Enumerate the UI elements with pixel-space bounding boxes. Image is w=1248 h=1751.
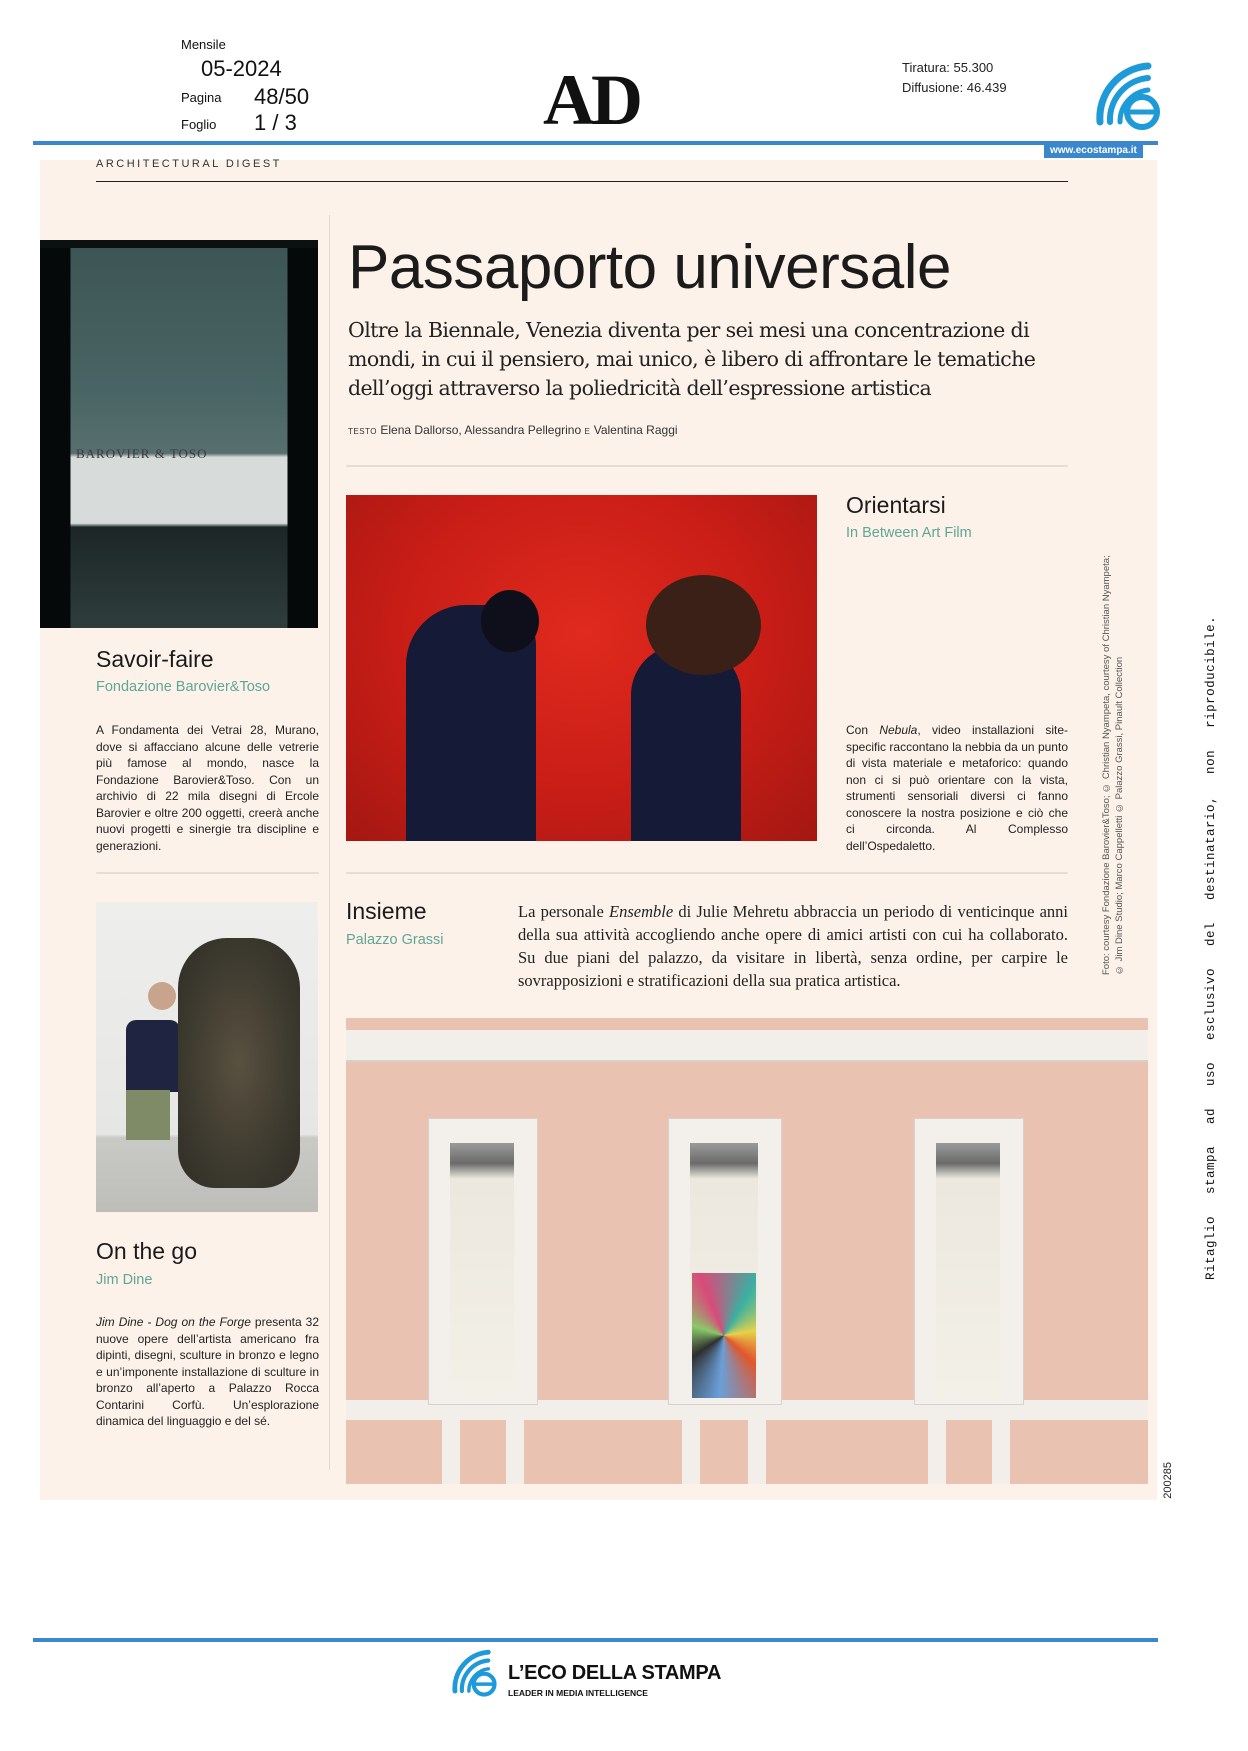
- eco-della-stampa-logo-icon: [448, 1648, 498, 1698]
- pilaster: [928, 1420, 946, 1484]
- page-value: 48/50: [254, 84, 310, 109]
- photo-credit: Foto: courtesy Fondazione Barovier&Toso; © Christian Nyampeta, courtesy of Christian Nyampeta; © Jim Dine Studio; Marco Cappelletti © Palazzo Grassi, Pinault Collection: [1101, 555, 1125, 975]
- section-subtitle-barovier: Fondazione Barovier&Toso: [96, 679, 271, 695]
- body-text: presenta 32 nuove opere dell’artista americano fra dipinti, disegni, sculture in bronzo e legno e un’imponente installazione di sculture in bronzo all’aperto a Palazzo Rocca Contarini Corfù. Un’esplorazione dinamica del linguaggio e del sé.: [96, 1315, 320, 1428]
- orientarsi-rule: [346, 872, 1068, 874]
- copyright-disclaimer: Ritaglio stampa ad uso esclusivo del destinatario, non riproducibile.: [1204, 615, 1218, 1280]
- jim-dine-photo: [96, 902, 318, 1212]
- barovier-photo: [40, 240, 318, 628]
- dancer-right: [631, 645, 741, 841]
- work-title-dog-on-the-forge: Jim Dine - Dog on the Forge: [96, 1315, 251, 1329]
- byline-prefix: TESTO: [348, 427, 378, 436]
- section-subtitle-palazzo-grassi: Palazzo Grassi: [346, 932, 444, 948]
- mehretu-painting: [692, 1273, 756, 1398]
- footer-divider: [33, 1638, 1158, 1642]
- body-text: La personale: [518, 902, 609, 921]
- section-body-orientarsi: [846, 722, 1068, 854]
- dancers-photo: [346, 495, 817, 841]
- work-title-nebula: Nebula: [879, 723, 918, 737]
- sheet-label: Foglio: [181, 117, 217, 132]
- section-title-insieme: Insieme: [346, 898, 427, 924]
- print-run: Tiratura: 55.300: [902, 60, 994, 75]
- byline-joiner: E: [584, 427, 591, 436]
- byline: [348, 423, 678, 437]
- article-title: Passaporto universale: [348, 233, 951, 302]
- issue-date: 05-2024: [201, 56, 282, 81]
- artist-head: [148, 982, 176, 1010]
- section-title-orientarsi: Orientarsi: [846, 492, 946, 518]
- distribution: Diffusione: 46.439: [902, 80, 1007, 95]
- header-divider: [33, 141, 1158, 145]
- section-body-on-the-go: [96, 1314, 319, 1430]
- section-body-savoir-faire: A Fondamenta dei Vetrai 28, Murano, dove si affacciano alcune delle vetrerie più famose al mondo, nasce la Fondazione Barovier&Toso. Con un archivio di 22 mila disegni di Ercole Barovier e oltre 200 oggetti, creerà anche nuovi progetti e sinergie tra discipline e generazioni.: [96, 723, 319, 853]
- column-divider: [329, 215, 330, 1470]
- section-title-on-the-go: On the go: [96, 1238, 198, 1264]
- page-label: Pagina: [181, 90, 222, 105]
- byline-authors: Elena Dallorso, Alessandra Pellegrino: [380, 423, 582, 437]
- cornice: [346, 1030, 1148, 1062]
- pilaster: [992, 1420, 1010, 1484]
- article-deck: Oltre la Biennale, Venezia diventa per sei mesi una concentrazione di mondi, in cui il pensiero, mai unico, è libero di affrontare le tematiche dell’oggi attraverso la poliedricità dell’espressione artistica: [348, 318, 1036, 400]
- dancer-left-head: [481, 590, 539, 652]
- sheet-value: 1 / 3: [254, 110, 297, 135]
- ad-masthead-logo: AD: [543, 60, 639, 140]
- section-title-savoir-faire: Savoir-faire: [96, 646, 214, 672]
- body-text: Con: [846, 723, 880, 737]
- section-subtitle-jim-dine: Jim Dine: [96, 1272, 153, 1288]
- dancer-right-hair: [646, 575, 761, 675]
- pilaster: [682, 1420, 700, 1484]
- pilaster: [506, 1420, 524, 1484]
- footer-tagline: LEADER IN MEDIA INTELLIGENCE: [508, 1688, 648, 1698]
- window-right-interior: [936, 1143, 1000, 1398]
- savoir-faire-rule: [96, 872, 319, 874]
- pilaster: [442, 1420, 460, 1484]
- artist-sweater: [126, 1020, 180, 1092]
- pilaster: [748, 1420, 766, 1484]
- clip-code: 200285: [1162, 1462, 1174, 1499]
- section-subtitle-in-between: In Between Art Film: [846, 525, 972, 541]
- byline-authors-last: Valentina Raggi: [593, 423, 678, 437]
- palazzo-grassi-photo: [346, 1018, 1148, 1484]
- magazine-kicker: ARCHITECTURAL DIGEST: [96, 158, 282, 170]
- footer-brand: L’ECO DELLA STAMPA: [508, 1662, 722, 1684]
- body-text: di Julie Mehretu abbraccia un periodo di venticinque anni della sua attività accogliendo anche opere di amici artisti con cui ha collaborato. Su due piani del palazzo, da visitare in libertà, senza ordine, per carpire le sovrapposizioni e stratificazioni della sua pratica artistica.: [518, 902, 1069, 990]
- kicker-rule: [96, 181, 1068, 182]
- work-title-ensemble: Ensemble: [609, 902, 674, 921]
- barovier-sign: BAROVIER & TOSO: [76, 446, 208, 461]
- artist-shorts: [126, 1090, 170, 1140]
- title-rule: [346, 465, 1068, 467]
- section-body-insieme: [518, 900, 1068, 992]
- window-left-interior: [450, 1143, 514, 1398]
- frequency-label: Mensile: [181, 37, 226, 52]
- ecostampa-logo-icon: [1090, 60, 1162, 132]
- body-text: , video installazioni site-specific raccontano la nebbia da un punto di vista materiale e metaforico: quando non ci si può orientare con la vista, strumenti sensoriali diversi ci fanno conoscere la nostra posizione e ciò che ci circonda. Al Complesso dell’Ospedaletto.: [846, 723, 1068, 853]
- website-link[interactable]: www.ecostampa.it: [1044, 143, 1143, 158]
- bronze-sculpture: [178, 938, 300, 1188]
